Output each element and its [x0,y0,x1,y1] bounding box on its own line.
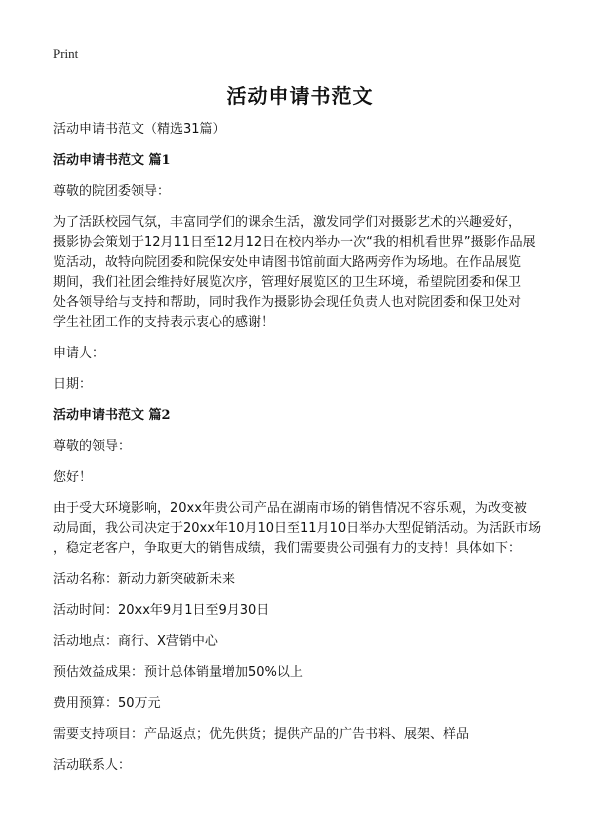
section-2-heading [53,406,553,426]
section-1-heading-text: 活动申请书范文 篇 [53,153,162,168]
section-1-body-line: 期间，我们社团会维持好展览次序，管理好展览区的卫生环境，希望院团委和保卫 [53,275,522,290]
section-2-item-expected-results: 预估效益成果：预计总体销量增加50%以上 [53,665,303,680]
document-content [53,120,553,787]
section-2-heading-text: 活动申请书范文 篇 [53,408,162,423]
document-subtitle: 活动申请书范文（精选31篇） [53,122,226,137]
section-2-item-contact: 活动联系人： [53,758,132,773]
section-1-body-line: 处各领导给与支持和帮助，同时我作为摄影协会现任负责人也对院团委和保卫处对 [53,295,522,310]
section-1-date: 日期： [53,377,93,392]
section-2-item-activity-time: 活动时间：20xx年9月1日至9月30日 [53,603,270,618]
section-2-item-activity-name: 活动名称：新动力新突破新未来 [53,572,236,587]
section-1-heading [53,151,553,171]
section-1-heading-number: 1 [161,153,171,168]
section-2-body-line: 动局面，我公司决定于20xx年10月10日至11月10日举办大型促销活动。为活跃市场 [53,521,542,536]
section-1-body-line: 摄影协会策划于12月11日至12月12日在校内举办一次“我的相机看世界”摄影作品展 [53,235,536,250]
section-2-item-budget: 费用预算：50万元 [53,696,161,711]
section-2-body [53,499,553,559]
section-2-item-support-needed: 需要支持项目：产品返点；优先供货；提供产品的广告书料、展架、样品 [53,727,470,742]
section-2-heading-number: 2 [161,408,171,423]
section-2-body-line: ，稳定老客户，争取更大的销售成绩，我们需要贵公司强有力的支持！具体如下： [53,541,522,556]
section-1-body-line: 览活动，故特向院团委和院保安处申请图书馆前面大路两旁作为场地。在作品展览 [53,255,522,270]
print-link[interactable]: Print [53,46,79,61]
section-1-body-line: 学生社团工作的支持表示衷心的感谢！ [53,315,275,330]
section-1-body [53,213,553,333]
section-1-greeting: 尊敬的院团委领导： [53,184,171,199]
section-2-greeting: 尊敬的领导： [53,439,132,454]
page-title: 活动申请书范文 [226,84,374,108]
section-1-body-line: 为了活跃校园气氛，丰富同学们的课余生活，激发同学们对摄影艺术的兴趣爱好， [53,215,522,230]
section-2-item-activity-location: 活动地点：商行、X营销中心 [53,634,218,649]
section-2-body-line: 由于受大环境影响，20xx年贵公司产品在湖南市场的销售情况不容乐观，为改变被 [53,501,527,516]
section-2-hello: 您好！ [53,470,93,485]
section-1-applicant: 申请人： [53,346,106,361]
